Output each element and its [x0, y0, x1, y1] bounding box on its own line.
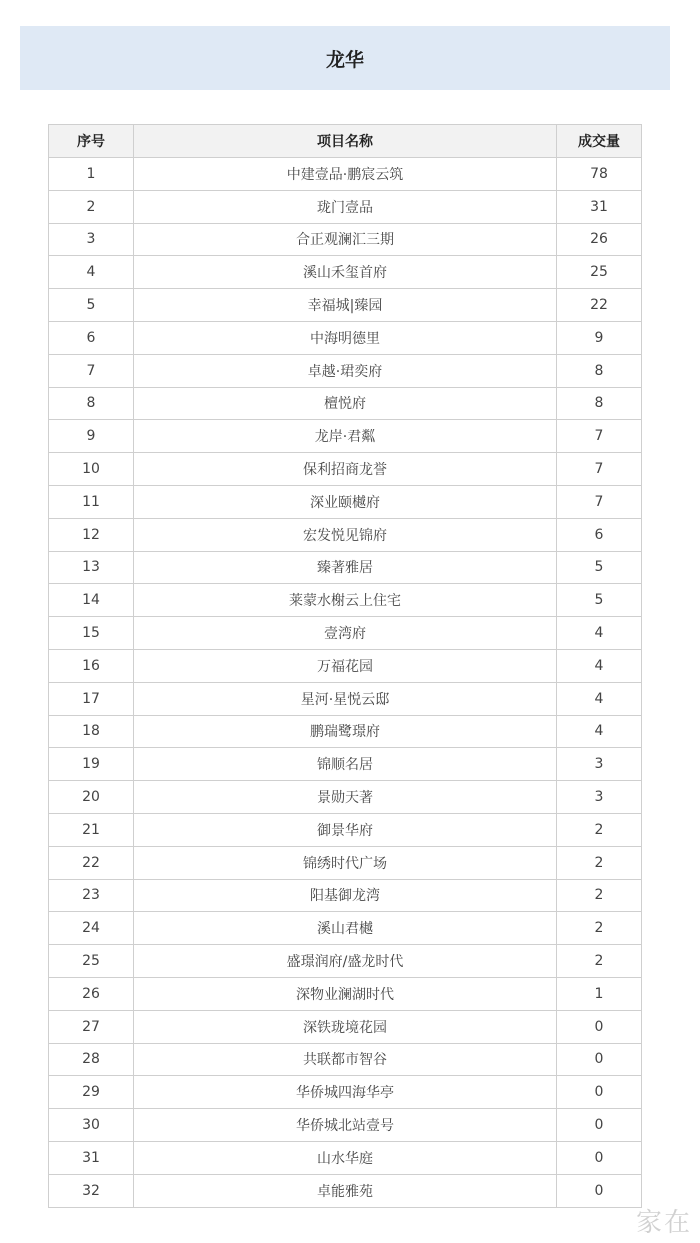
cell-index: 19: [49, 748, 134, 781]
cell-volume: 78: [557, 158, 642, 191]
cell-project-name: 中海明德里: [134, 321, 557, 354]
cell-project-name: 幸福城|臻园: [134, 289, 557, 322]
table-row: [49, 748, 642, 781]
table-row: [49, 223, 642, 256]
cell-volume: 4: [557, 649, 642, 682]
page-title-text: 龙华: [325, 48, 364, 71]
cell-project-name: 华侨城四海华亭: [134, 1076, 557, 1109]
cell-index: 8: [49, 387, 134, 420]
cell-volume: 2: [557, 813, 642, 846]
column-header-project-name: 项目名称: [134, 125, 557, 158]
cell-project-name: 星河·星悦云邸: [134, 682, 557, 715]
table-row: [49, 387, 642, 420]
table-row: [49, 190, 642, 223]
cell-project-name: 景勋天著: [134, 781, 557, 814]
table-row: [49, 1043, 642, 1076]
cell-index: 11: [49, 485, 134, 518]
cell-project-name: 宏发悦见锦府: [134, 518, 557, 551]
table-row: [49, 1174, 642, 1207]
cell-volume: 8: [557, 387, 642, 420]
cell-volume: 7: [557, 485, 642, 518]
cell-index: 22: [49, 846, 134, 879]
cell-index: 12: [49, 518, 134, 551]
cell-volume: 7: [557, 453, 642, 486]
table-row: [49, 256, 642, 289]
table-row: [49, 977, 642, 1010]
cell-index: 24: [49, 912, 134, 945]
cell-project-name: 龙岸·君粼: [134, 420, 557, 453]
cell-index: 28: [49, 1043, 134, 1076]
cell-project-name: 莱蒙水榭云上住宅: [134, 584, 557, 617]
cell-volume: 3: [557, 781, 642, 814]
cell-index: 4: [49, 256, 134, 289]
cell-index: 3: [49, 223, 134, 256]
cell-index: 17: [49, 682, 134, 715]
table-row: [49, 1010, 642, 1043]
cell-index: 14: [49, 584, 134, 617]
column-header-index: 序号: [49, 125, 134, 158]
cell-index: 31: [49, 1141, 134, 1174]
cell-volume: 4: [557, 617, 642, 650]
cell-project-name: 华侨城北站壹号: [134, 1109, 557, 1142]
table-row: [49, 453, 642, 486]
cell-index: 26: [49, 977, 134, 1010]
page-title: [20, 26, 670, 90]
cell-project-name: 珑门壹品: [134, 190, 557, 223]
cell-volume: 7: [557, 420, 642, 453]
table-row: [49, 289, 642, 322]
table-row: [49, 354, 642, 387]
cell-index: 21: [49, 813, 134, 846]
table-row: [49, 846, 642, 879]
cell-index: 6: [49, 321, 134, 354]
table-row: [49, 420, 642, 453]
cell-project-name: 锦绣时代广场: [134, 846, 557, 879]
table-row: [49, 485, 642, 518]
cell-volume: 22: [557, 289, 642, 322]
cell-index: 7: [49, 354, 134, 387]
table-row: [49, 617, 642, 650]
cell-index: 9: [49, 420, 134, 453]
table-row: [49, 649, 642, 682]
cell-project-name: 臻著雅居: [134, 551, 557, 584]
cell-volume: 9: [557, 321, 642, 354]
cell-index: 23: [49, 879, 134, 912]
cell-index: 1: [49, 158, 134, 191]
cell-project-name: 锦顺名居: [134, 748, 557, 781]
cell-volume: 8: [557, 354, 642, 387]
cell-project-name: 山水华庭: [134, 1141, 557, 1174]
table-row: [49, 1141, 642, 1174]
cell-volume: 0: [557, 1109, 642, 1142]
cell-index: 30: [49, 1109, 134, 1142]
table-row: [49, 518, 642, 551]
cell-index: 18: [49, 715, 134, 748]
cell-project-name: 合正观澜汇三期: [134, 223, 557, 256]
cell-project-name: 深铁珑境花园: [134, 1010, 557, 1043]
cell-volume: 0: [557, 1010, 642, 1043]
cell-volume: 2: [557, 846, 642, 879]
cell-index: 16: [49, 649, 134, 682]
cell-index: 32: [49, 1174, 134, 1207]
cell-volume: 0: [557, 1076, 642, 1109]
cell-index: 29: [49, 1076, 134, 1109]
watermark-logo: 家在: [635, 1208, 692, 1238]
cell-index: 10: [49, 453, 134, 486]
cell-volume: 2: [557, 879, 642, 912]
table-row: [49, 584, 642, 617]
cell-index: 15: [49, 617, 134, 650]
cell-volume: 2: [557, 945, 642, 978]
cell-project-name: 盛璟润府/盛龙时代: [134, 945, 557, 978]
cell-volume: 6: [557, 518, 642, 551]
cell-volume: 26: [557, 223, 642, 256]
column-header-volume: 成交量: [557, 125, 642, 158]
cell-index: 2: [49, 190, 134, 223]
cell-volume: 2: [557, 912, 642, 945]
cell-project-name: 共联都市智谷: [134, 1043, 557, 1076]
cell-index: 25: [49, 945, 134, 978]
cell-project-name: 御景华府: [134, 813, 557, 846]
cell-project-name: 卓能雅苑: [134, 1174, 557, 1207]
cell-volume: 4: [557, 682, 642, 715]
cell-index: 27: [49, 1010, 134, 1043]
cell-project-name: 溪山禾玺首府: [134, 256, 557, 289]
cell-project-name: 深物业澜湖时代: [134, 977, 557, 1010]
cell-project-name: 壹湾府: [134, 617, 557, 650]
table-header-row: [49, 125, 642, 158]
cell-index: 20: [49, 781, 134, 814]
cell-project-name: 阳基御龙湾: [134, 879, 557, 912]
cell-project-name: 卓越·珺奕府: [134, 354, 557, 387]
cell-volume: 0: [557, 1043, 642, 1076]
cell-volume: 0: [557, 1174, 642, 1207]
cell-index: 13: [49, 551, 134, 584]
table-row: [49, 551, 642, 584]
cell-volume: 31: [557, 190, 642, 223]
table-row: [49, 1109, 642, 1142]
table-row: [49, 912, 642, 945]
table-body: [49, 158, 642, 1208]
cell-volume: 5: [557, 584, 642, 617]
table-row: [49, 321, 642, 354]
table-row: [49, 158, 642, 191]
table-row: [49, 715, 642, 748]
table-row: [49, 781, 642, 814]
cell-volume: 1: [557, 977, 642, 1010]
cell-project-name: 保利招商龙誉: [134, 453, 557, 486]
table-row: [49, 1076, 642, 1109]
cell-project-name: 深业颐樾府: [134, 485, 557, 518]
cell-volume: 0: [557, 1141, 642, 1174]
cell-index: 5: [49, 289, 134, 322]
table-row: [49, 945, 642, 978]
cell-project-name: 溪山君樾: [134, 912, 557, 945]
cell-project-name: 中建壹品·鹏宸云筑: [134, 158, 557, 191]
sales-ranking-table: [48, 124, 642, 1208]
cell-volume: 4: [557, 715, 642, 748]
cell-project-name: 檀悦府: [134, 387, 557, 420]
table-row: [49, 682, 642, 715]
table-row: [49, 879, 642, 912]
cell-volume: 5: [557, 551, 642, 584]
cell-volume: 3: [557, 748, 642, 781]
table-row: [49, 813, 642, 846]
cell-volume: 25: [557, 256, 642, 289]
cell-project-name: 鹏瑞鹭璟府: [134, 715, 557, 748]
cell-project-name: 万福花园: [134, 649, 557, 682]
